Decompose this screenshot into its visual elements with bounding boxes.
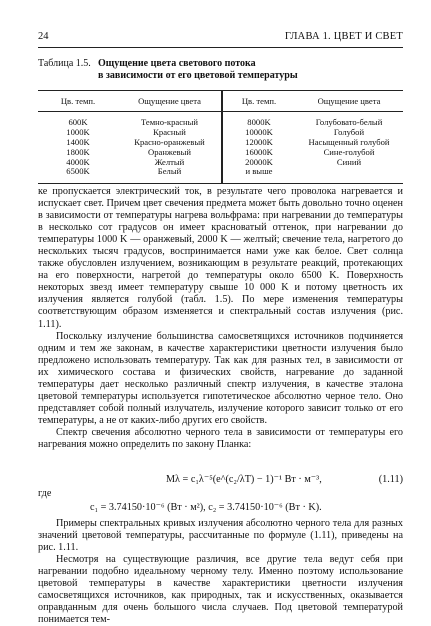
col-header-temp-1: Цв. темп. [38, 91, 118, 112]
table-cell: 4000K [66, 156, 90, 167]
table-title-line2: в зависимости от его цветовой температуры [98, 69, 298, 81]
temp-column-2 [222, 112, 295, 184]
chapter-title: ГЛАВА 1. ЦВЕТ И СВЕТ [284, 31, 403, 42]
table-cell: 10000K [245, 126, 273, 137]
planck-formula [38, 474, 403, 524]
paragraph-3: Спектр свечения абсолютно черного тела в зависимости от температуры его нагревания можно определить по закону Планка: [38, 426, 403, 450]
table-header-row [38, 91, 403, 112]
table-cell: и выше [245, 166, 273, 177]
page-number: 24 [38, 31, 49, 42]
header-rule [38, 47, 403, 48]
formula-constants: c₁ = 3.74150·10⁻⁶ (Вт · м²), c₂ = 3.74150·10⁻⁶ (Вт · K). [90, 502, 322, 513]
table-cell: Голубовато-белый [315, 117, 383, 127]
col-header-sensation-2: Ощущение цвета [295, 91, 403, 112]
table-cell: 16000K [245, 146, 273, 157]
table-cell: 1400K [66, 136, 90, 147]
formula-where: где [38, 488, 52, 499]
paragraph-4: Примеры спектральных кривых излучения абсолютно черного тела для разных значений цветовой температуры, рассчитанные по формуле (1.11), приведены на рис. 1.11. [38, 518, 403, 554]
table-cell: 8000K [247, 117, 271, 127]
table-cell: 1800K [66, 146, 90, 157]
table-title-line1: Ощущение цвета светового потока [98, 58, 256, 69]
table-cell: Красно-оранжевый [134, 136, 205, 147]
temp-column-1 [38, 112, 118, 184]
paragraph-5: Несмотря на существующие различия, все другие тела ведут себя при нагревании подобно идеальному черному телу. Именно поэтому использование цветовой температуры в качестве характеристики цветности излучения самосветящихся источников, как природных, так и искусственных, оказывается оправданным для очень большого числа случаев. Под цветовой температурой понимается тем- [38, 554, 403, 626]
table-cell: 1000K [66, 126, 90, 137]
table-cell: 12000K [245, 136, 273, 147]
sensation-column-1 [118, 112, 222, 184]
table-cell: 20000K [245, 156, 273, 167]
table-cell: Синий [336, 156, 362, 167]
table-cell: Оранжевый [148, 146, 191, 157]
table-cell: Голубой [333, 126, 365, 137]
col-header-sensation-1: Ощущение цвета [118, 91, 222, 112]
table-cell: Красный [153, 126, 186, 137]
table-cell [295, 167, 403, 177]
paragraph-2: Поскольку излучение большинства самосветящихся источников подчиняется одним и тем же законам, в качестве характеристики цветности излучения было предложено использовать температуру. Так как для разных тел, в зависимости от их химического состава и физических свойств, нагревание до заданной температуры дает несколько различный спектр излучения, в качестве эталона цветовой температуры используется гипотетическое абсолютно черное тело. Оно представляет собой полный излучатель, излучение которого зависит только от его температуры, а не от каких-либо других его свойств. [38, 330, 403, 426]
formula-number: (1.11) [378, 474, 403, 485]
table-cell: 6500K [66, 166, 90, 177]
col-header-temp-2: Цв. темп. [222, 91, 295, 112]
table-cell: Сине-голубой [323, 146, 375, 157]
table-label: Таблица 1.5. [38, 58, 91, 69]
formula-main: Mλ = c₁λ⁻⁵(e^(c₂/λT) − 1)⁻¹ Вт · м⁻³, [166, 474, 322, 485]
table-cell: 600K [68, 117, 88, 127]
table-cell: Желтый [154, 156, 185, 167]
table-cell: Насыщенный голубой [308, 136, 390, 147]
body-text-lower [38, 518, 403, 626]
paragraph-1: ке пропускается электрический ток, в результате чего проволока нагревается и испускает свет. Причем цвет свечения предмета может быть довольно точно оценен в зависимости от температуры нагрева вольфрама: при нагревании до температуры в несколько сот градусов он имеет красноватый оттенок, при нагревании до температуры 1000 K — оранжевый, 2000 K — желтый; свечение тела, нагретого до нескольких тысяч градусов, воспринимается нами уже как белое. Свет солнца также обусловлен излучением, возникающим в результате реакций, протекающих на его поверхности, нагретой до температуры около 6500 K. Поверхность некоторых звезд имеет температуру свыше 10 000 K и потому цветность их излучения является голубой (табл. 1.5). По мере изменения температуры соответствующим образом изменяется и спектральный состав излучения (рис. 1.11). [38, 186, 403, 330]
body-text-upper [38, 186, 403, 451]
table-row [38, 112, 403, 184]
table-cell: Темно-красный [140, 117, 198, 127]
table-cell: Белый [157, 166, 182, 177]
color-temperature-table [38, 90, 403, 184]
table-caption [38, 58, 403, 81]
running-header [38, 31, 403, 45]
sensation-column-2 [295, 112, 403, 184]
